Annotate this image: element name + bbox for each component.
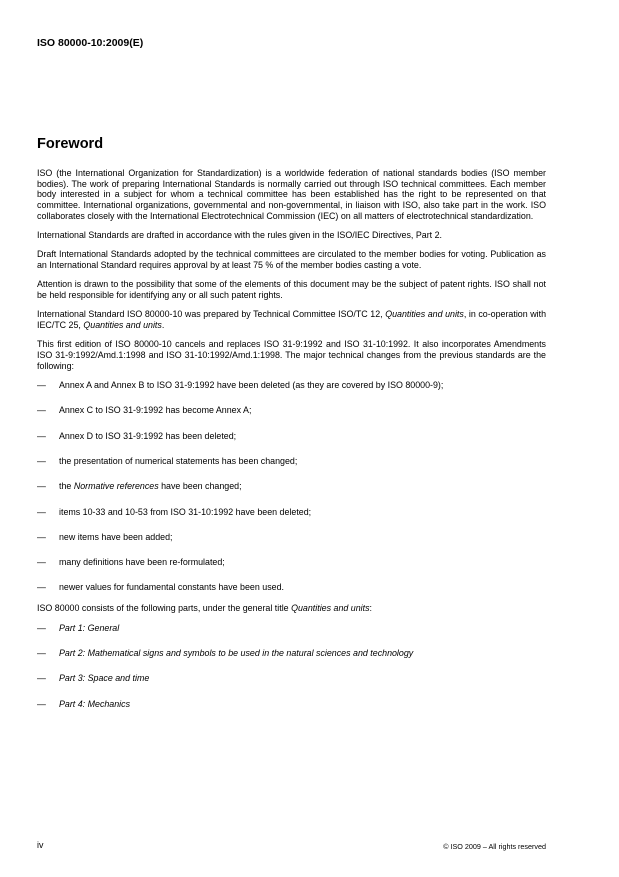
page-title: Foreword [37, 136, 104, 152]
text-span: : [369, 603, 372, 614]
list-item [37, 673, 546, 698]
list-item-text: new items have been added; [59, 531, 173, 542]
dash-bullet: — [37, 698, 46, 709]
list-item [37, 532, 546, 557]
part-title: Part 2: Mathematical signs and symbols to be used in the natural sciences and technology [59, 648, 414, 659]
italic-title-span: Quantities and units [291, 603, 370, 614]
parts-list [37, 623, 546, 724]
list-item [37, 557, 546, 582]
paragraph-voting: Draft International Standards adopted by the technical committees are circulated to the member bodies for voting. Publication as an International Standard requires approval by at least 75 % of the member bodies casting a vote. [37, 249, 546, 271]
paragraph-drafting-rules: International Standards are drafted in accordance with the rules given in the ISO/IEC Directives, Part 2. [37, 230, 443, 241]
list-item [37, 507, 546, 532]
list-item [37, 648, 546, 673]
changes-list [37, 380, 546, 603]
list-item [37, 481, 546, 506]
italic-title-span: Quantities and units [385, 309, 464, 320]
dash-bullet: — [37, 557, 46, 568]
list-item-text: items 10-33 and 10-53 from ISO 31-10:1992 have been deleted; [59, 506, 312, 517]
paragraph-edition-changes: This first edition of ISO 80000-10 cancels and replaces ISO 31-9:1992 and ISO 31-10:1992. It also incorporates Amendments ISO 31-9:1992/Amd.1:1998 and ISO 31-10:1992/Amd.1:1998. The major technical changes from the previous standards are the following: [37, 339, 546, 371]
dash-bullet: — [37, 506, 46, 517]
list-item [37, 623, 546, 648]
foreword-body [37, 168, 546, 724]
part-title: Part 3: Space and time [59, 673, 150, 684]
list-item [37, 405, 546, 430]
list-item-text: the [59, 481, 74, 492]
dash-bullet: — [37, 405, 46, 416]
text-span: . [161, 320, 165, 331]
list-item-italic-text: Normative references [73, 481, 159, 492]
list-item [37, 582, 546, 603]
dash-bullet: — [37, 673, 46, 684]
list-item-text: many definitions have been re-formulated; [59, 557, 225, 568]
paragraph-prepared-by [37, 309, 546, 330]
part-title: Part 4: Mechanics [59, 698, 131, 709]
list-item [37, 699, 546, 724]
dash-bullet: — [37, 481, 46, 492]
copyright-notice: © ISO 2009 – All rights reserved [443, 842, 546, 851]
dash-bullet: — [37, 648, 46, 659]
list-item [37, 456, 546, 481]
dash-bullet: — [37, 456, 46, 466]
text-span: International Standard ISO 80000-10 was prepared by Technical Committee ISO/TC 12, [37, 309, 386, 320]
page-number: iv [37, 840, 44, 850]
document-id-header: ISO 80000-10:2009(E) [37, 37, 144, 49]
italic-title-span: Quantities and units [83, 320, 162, 331]
dash-bullet: — [37, 622, 46, 633]
dash-bullet: — [37, 430, 46, 441]
part-title: Part 1: General [59, 622, 120, 633]
text-span: ISO 80000 consists of the following parts, under the general title [37, 603, 292, 614]
list-item-text: Annex A and Annex B to ISO 31-9:1992 have been deleted (as they are covered by ISO 80000-9); [59, 380, 444, 391]
list-item-text: newer values for fundamental constants have been used. [59, 582, 284, 593]
dash-bullet: — [37, 380, 46, 391]
paragraph-patent-rights: Attention is drawn to the possibility that some of the elements of this document may be the subject of patent rights. ISO shall not be held responsible for identifying any or all such patent rights. [37, 279, 546, 301]
list-item-text: Annex C to ISO 31-9:1992 has become Annex A; [59, 405, 252, 416]
dash-bullet: — [37, 582, 46, 593]
paragraph-iso-intro: ISO (the International Organization for Standardization) is a worldwide federation of national standards bodies (ISO member bodies). The work of preparing International Standards is normally carried out through ISO technical committees. Each member body interested in a subject for whom a technical committee has been established has the right to be represented on that committee. International organizations, governmental and non-governmental, in liaison with ISO, also take part in the work. ISO collaborates closely with the International Electrotechnical Commission (IEC) on all matters of electrotechnical standardization. [37, 168, 546, 221]
list-item-text: the presentation of numerical statements has been changed; [59, 456, 298, 466]
text-span: , in co-operation with IEC/TC 25, [37, 309, 547, 331]
dash-bullet: — [37, 531, 46, 542]
list-item [37, 380, 546, 405]
list-item-text: have been changed; [158, 481, 242, 492]
paragraph-parts-intro [37, 603, 546, 614]
list-item [37, 431, 546, 456]
list-item-text: Annex D to ISO 31-9:1992 has been deleted; [59, 430, 237, 441]
